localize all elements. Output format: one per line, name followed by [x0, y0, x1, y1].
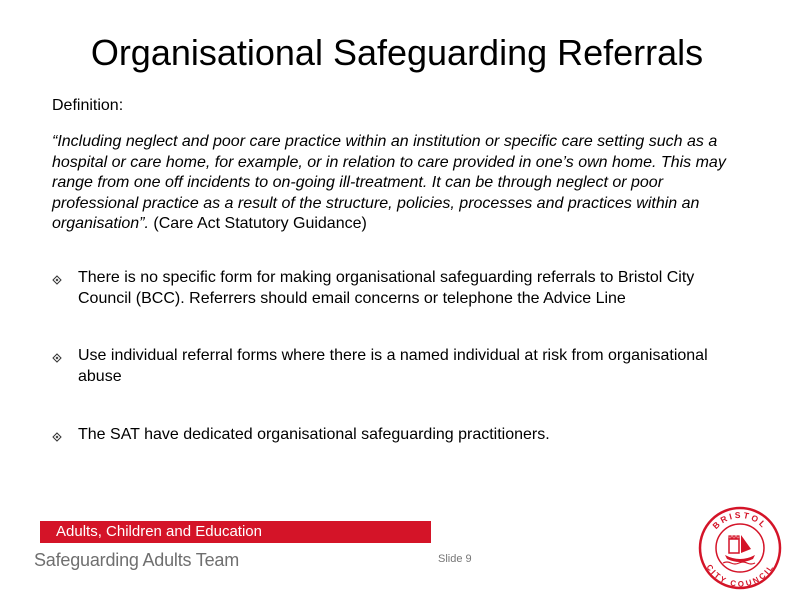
team-name: Safeguarding Adults Team [34, 550, 240, 570]
definition-quote [52, 132, 742, 235]
diamond-bullet-icon [52, 432, 62, 442]
slide-number: Slide 9 [438, 553, 472, 565]
bristol-city-council-logo [697, 505, 783, 591]
logo-top-text: BRISTOL [710, 509, 770, 531]
footer-banner-text: Adults, Children and Education [56, 523, 262, 540]
bullet-text: The SAT have dedicated organisational safeguarding practitioners. [78, 426, 550, 443]
definition-label: Definition: [52, 97, 124, 114]
diamond-bullet-icon [52, 275, 62, 285]
bullet-text: Use individual referral forms where there is a named individual at risk from organisational abuse [78, 347, 708, 385]
bullet-text: There is no specific form for making organisational safeguarding referrals to Bristol City Council (BCC). Referrers should email concerns or telephone the Advice Line [78, 269, 695, 307]
svg-text:CITY COUNCIL [704, 563, 775, 589]
diamond-bullet-icon [52, 353, 62, 363]
slide-title: Organisational Safeguarding Referrals [90, 32, 704, 73]
quote-text: “Including neglect and poor care practice within an institution or specific care setting such as a hospital or care home, for example, or in relation to care provided in one’s own home. This may range from one off incidents to on-going ill-treatment. It can be through neglect or poor professional practice as a result of the structure, policies, processes and practices within an organisation”. [52, 133, 726, 232]
quote-source: (Care Act Statutory Guidance) [148, 215, 367, 232]
footer-banner [40, 521, 431, 543]
logo-bottom-text: CITY COUNCIL [704, 562, 776, 589]
